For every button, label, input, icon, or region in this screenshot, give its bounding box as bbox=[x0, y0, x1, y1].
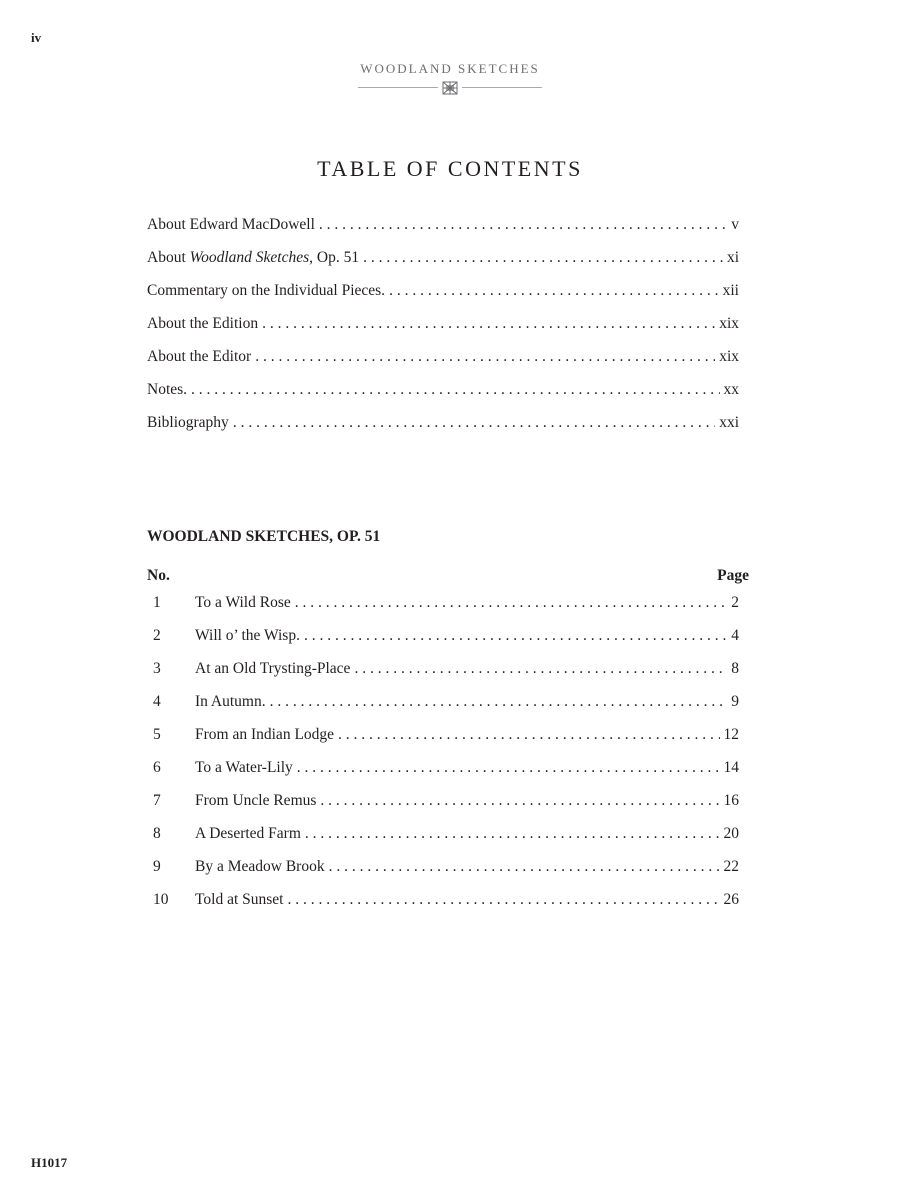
piece-number: 6 bbox=[153, 759, 161, 776]
toc-entry[interactable] bbox=[147, 414, 739, 447]
toc-entry-title-suffix: , Op. 51 bbox=[309, 249, 360, 266]
pieces-list bbox=[147, 594, 739, 924]
dot-leader bbox=[320, 792, 719, 810]
dot-leader bbox=[233, 414, 715, 432]
toc-entry-title: About the Edition bbox=[147, 315, 259, 332]
piece-page: 12 bbox=[723, 726, 739, 743]
toc-entry-title bbox=[147, 249, 363, 267]
piece-title: At an Old Trysting-Place bbox=[195, 660, 351, 677]
piece-title: In Autumn. bbox=[195, 693, 266, 710]
dot-leader bbox=[255, 348, 715, 366]
toc-entry-page: xix bbox=[719, 348, 739, 365]
piece-title: By a Meadow Brook bbox=[195, 858, 325, 875]
column-header-no: No. bbox=[147, 567, 170, 584]
piece-entry[interactable] bbox=[147, 759, 739, 792]
piece-page: 16 bbox=[723, 792, 739, 809]
piece-entry[interactable] bbox=[147, 627, 739, 660]
toc-entry-page: v bbox=[731, 216, 739, 233]
piece-page: 20 bbox=[723, 825, 739, 842]
piece-title: Told at Sunset bbox=[195, 891, 284, 908]
piece-number: 10 bbox=[153, 891, 169, 908]
dot-leader bbox=[329, 858, 720, 876]
dot-leader bbox=[191, 381, 719, 399]
page-folio: iv bbox=[31, 30, 42, 45]
toc-entry-title: Commentary on the Individual Pieces. bbox=[147, 282, 386, 299]
piece-title: Will o’ the Wisp. bbox=[195, 627, 300, 644]
toc-entry-page: xii bbox=[722, 282, 739, 299]
piece-number: 2 bbox=[153, 627, 161, 644]
toc-entry[interactable] bbox=[147, 216, 739, 249]
toc-entry-title: Notes. bbox=[147, 381, 188, 398]
running-head-title: WOODLAND SKETCHES bbox=[360, 61, 540, 76]
toc-entry[interactable] bbox=[147, 348, 739, 381]
dot-leader bbox=[305, 825, 720, 843]
dot-leader bbox=[297, 759, 720, 777]
toc-list bbox=[147, 216, 739, 447]
pieces-heading: WOODLAND SKETCHES, OP. 51 bbox=[147, 528, 381, 545]
toc-entry-title: About the Editor bbox=[147, 348, 252, 365]
toc-title: TABLE OF CONTENTS bbox=[317, 156, 583, 181]
piece-title: A Deserted Farm bbox=[195, 825, 301, 842]
toc-entry-page: xi bbox=[726, 249, 739, 266]
toc-entry-title-prefix: About bbox=[147, 249, 190, 266]
dot-leader bbox=[389, 282, 719, 300]
dot-leader bbox=[262, 315, 715, 333]
piece-number: 5 bbox=[153, 726, 161, 743]
piece-number: 4 bbox=[153, 693, 161, 710]
piece-number: 3 bbox=[153, 660, 161, 677]
toc-entry-title: About Edward MacDowell bbox=[147, 216, 315, 233]
piece-entry[interactable] bbox=[147, 660, 739, 693]
ornament-knot-icon bbox=[442, 81, 458, 95]
piece-entry[interactable] bbox=[147, 726, 739, 759]
piece-page: 22 bbox=[723, 858, 739, 875]
dot-leader bbox=[304, 627, 727, 645]
catalog-code: H1017 bbox=[31, 1155, 68, 1170]
piece-number: 7 bbox=[153, 792, 161, 809]
piece-title: From an Indian Lodge bbox=[195, 726, 335, 743]
running-head bbox=[0, 61, 900, 95]
piece-entry[interactable] bbox=[147, 792, 739, 825]
piece-page: 14 bbox=[723, 759, 739, 776]
piece-number: 8 bbox=[153, 825, 161, 842]
piece-title: From Uncle Remus bbox=[195, 792, 317, 809]
ornament-rule-left bbox=[358, 87, 438, 88]
piece-entry[interactable] bbox=[147, 825, 739, 858]
dot-leader bbox=[295, 594, 728, 612]
piece-page: 4 bbox=[731, 627, 739, 644]
dot-leader bbox=[363, 249, 723, 267]
toc-entry-page: xxi bbox=[719, 414, 739, 431]
dot-leader bbox=[338, 726, 719, 744]
piece-entry[interactable] bbox=[147, 594, 739, 627]
column-header-page: Page bbox=[717, 567, 749, 584]
dot-leader bbox=[319, 216, 727, 234]
piece-title: To a Water-Lily bbox=[195, 759, 293, 776]
piece-page: 9 bbox=[731, 693, 739, 710]
running-head-ornament bbox=[358, 81, 542, 95]
piece-entry[interactable] bbox=[147, 891, 739, 924]
piece-page: 2 bbox=[731, 594, 739, 611]
piece-number: 1 bbox=[153, 594, 161, 611]
piece-page: 8 bbox=[731, 660, 739, 677]
toc-entry[interactable] bbox=[147, 282, 739, 315]
piece-page: 26 bbox=[723, 891, 739, 908]
toc-entry-title-italic: Woodland Sketches bbox=[189, 249, 310, 266]
toc-entry[interactable] bbox=[147, 381, 739, 414]
toc-entry-title: Bibliography bbox=[147, 414, 229, 431]
piece-entry[interactable] bbox=[147, 693, 739, 726]
piece-entry[interactable] bbox=[147, 858, 739, 891]
toc-entry-page: xx bbox=[723, 381, 739, 398]
toc-entry[interactable] bbox=[147, 249, 739, 282]
toc-entry-page: xix bbox=[719, 315, 739, 332]
dot-leader bbox=[354, 660, 727, 678]
piece-number: 9 bbox=[153, 858, 161, 875]
dot-leader bbox=[287, 891, 719, 909]
piece-title: To a Wild Rose bbox=[195, 594, 291, 611]
dot-leader bbox=[270, 693, 728, 711]
toc-entry[interactable] bbox=[147, 315, 739, 348]
ornament-rule-right bbox=[462, 87, 542, 88]
